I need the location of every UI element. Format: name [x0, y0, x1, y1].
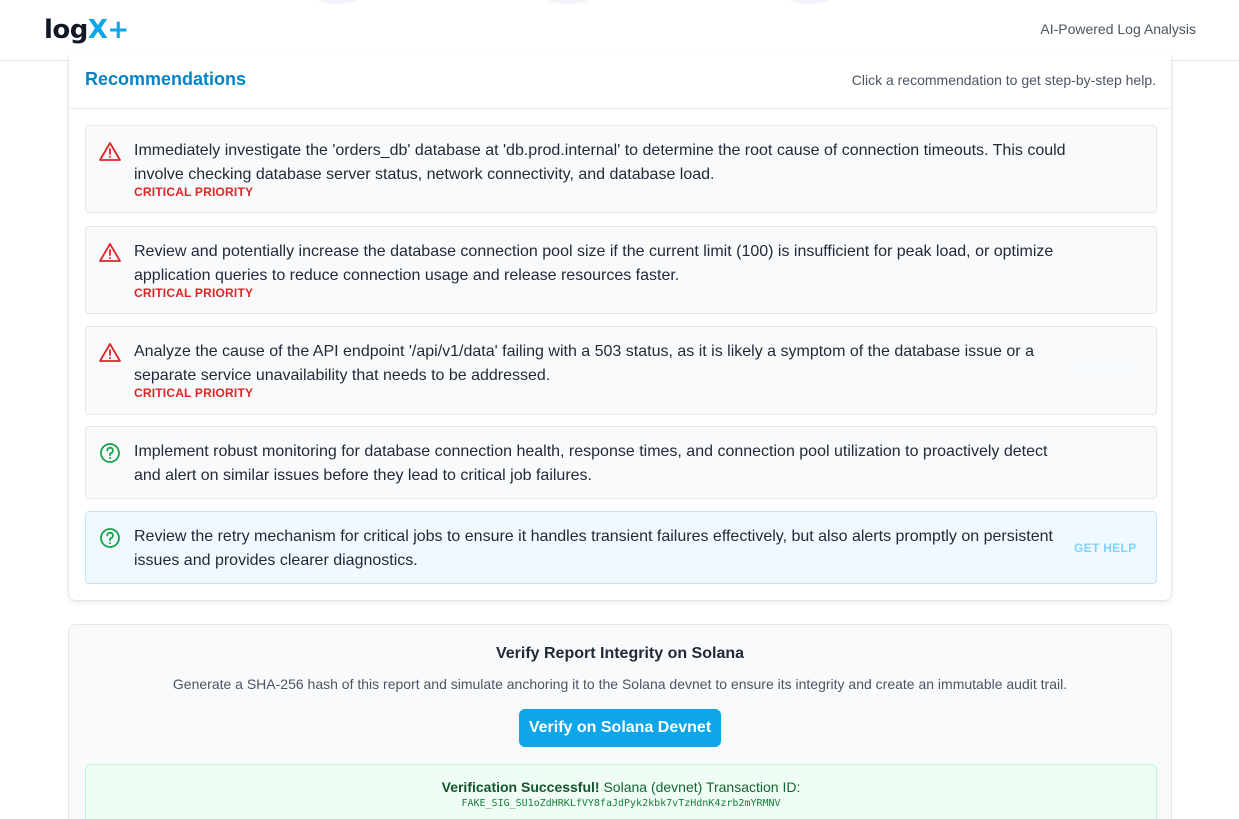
decorative-shape [790, 0, 830, 4]
priority-badge: CRITICAL PRIORITY [134, 185, 254, 199]
recommendation-text: Review and potentially increase the database connection pool size if the current limit (100) is insufficient for peak load, or optimize application queries to reduce connection usage and release resources faster. [134, 243, 1054, 284]
app-logo[interactable] [44, 15, 129, 45]
recommendation-item[interactable] [85, 125, 1157, 213]
recommendations-hint: Click a recommendation to get step-by-step help. [851, 72, 1156, 88]
recommendation-item[interactable] [85, 226, 1157, 314]
transaction-id[interactable]: FAKE_SIG_SU1oZdHRKLfVY8faJdPyk2kbk7vTzHdnK4zrb2mYRMNV [461, 798, 781, 809]
success-rest: Solana (devnet) Transaction ID: [599, 779, 801, 795]
verify-solana-button[interactable]: Verify on Solana Devnet [519, 709, 721, 747]
success-strong: Verification Successful! [441, 779, 600, 795]
recommendations-header [69, 56, 1171, 109]
recommendation-text: Analyze the cause of the API endpoint '/api/v1/data' failing with a 503 status, as it is likely a symptom of the database issue or a separate service unavailability that needs to be addressed. [134, 343, 1034, 384]
question-circle-icon [98, 441, 122, 465]
priority-badge: CRITICAL PRIORITY [134, 286, 254, 300]
get-help-button[interactable]: GET HELP [1074, 363, 1137, 377]
verify-card [68, 624, 1172, 819]
app-tagline: AI-Powered Log Analysis [1040, 21, 1196, 37]
recommendation-text: Implement robust monitoring for database connection health, response times, and connection pool utilization to proactively detect and alert on similar issues before they lead to critical job failures. [134, 443, 1048, 484]
logo-text: log [44, 15, 88, 45]
recommendation-item[interactable] [85, 511, 1157, 584]
priority-badge: CRITICAL PRIORITY [134, 386, 254, 400]
app-header [0, 0, 1239, 61]
verify-title: Verify Report Integrity on Solana [495, 645, 745, 662]
logo-accent: X+ [87, 15, 129, 45]
warning-triangle-icon [98, 241, 122, 265]
warning-triangle-icon [98, 140, 122, 164]
verification-success-banner [85, 764, 1157, 819]
warning-triangle-icon [98, 341, 122, 365]
question-circle-icon [98, 526, 122, 550]
recommendation-item[interactable] [85, 326, 1157, 415]
recommendation-text: Review the retry mechanism for critical jobs to ensure it handles transient failures effectively, but also alerts promptly on persistent issues and provides clearer diagnostics. [134, 528, 1053, 569]
recommendations-card [68, 56, 1172, 601]
recommendation-text: Immediately investigate the 'orders_db' database at 'db.prod.internal' to determine the root cause of connection timeouts. This could involve checking database server status, network connectivity, and database load. [134, 142, 1066, 183]
get-help-button[interactable]: GET HELP [1074, 541, 1137, 555]
verify-description: Generate a SHA-256 hash of this report and simulate anchoring it to the Solana devnet to ensure its integrity and create an immutable audit trail. [172, 676, 1068, 692]
decorative-shape [548, 0, 588, 4]
recommendation-item[interactable] [85, 426, 1157, 499]
decorative-shape [318, 0, 358, 4]
recommendations-title: Recommendations [85, 69, 247, 89]
success-message [86, 779, 1156, 795]
